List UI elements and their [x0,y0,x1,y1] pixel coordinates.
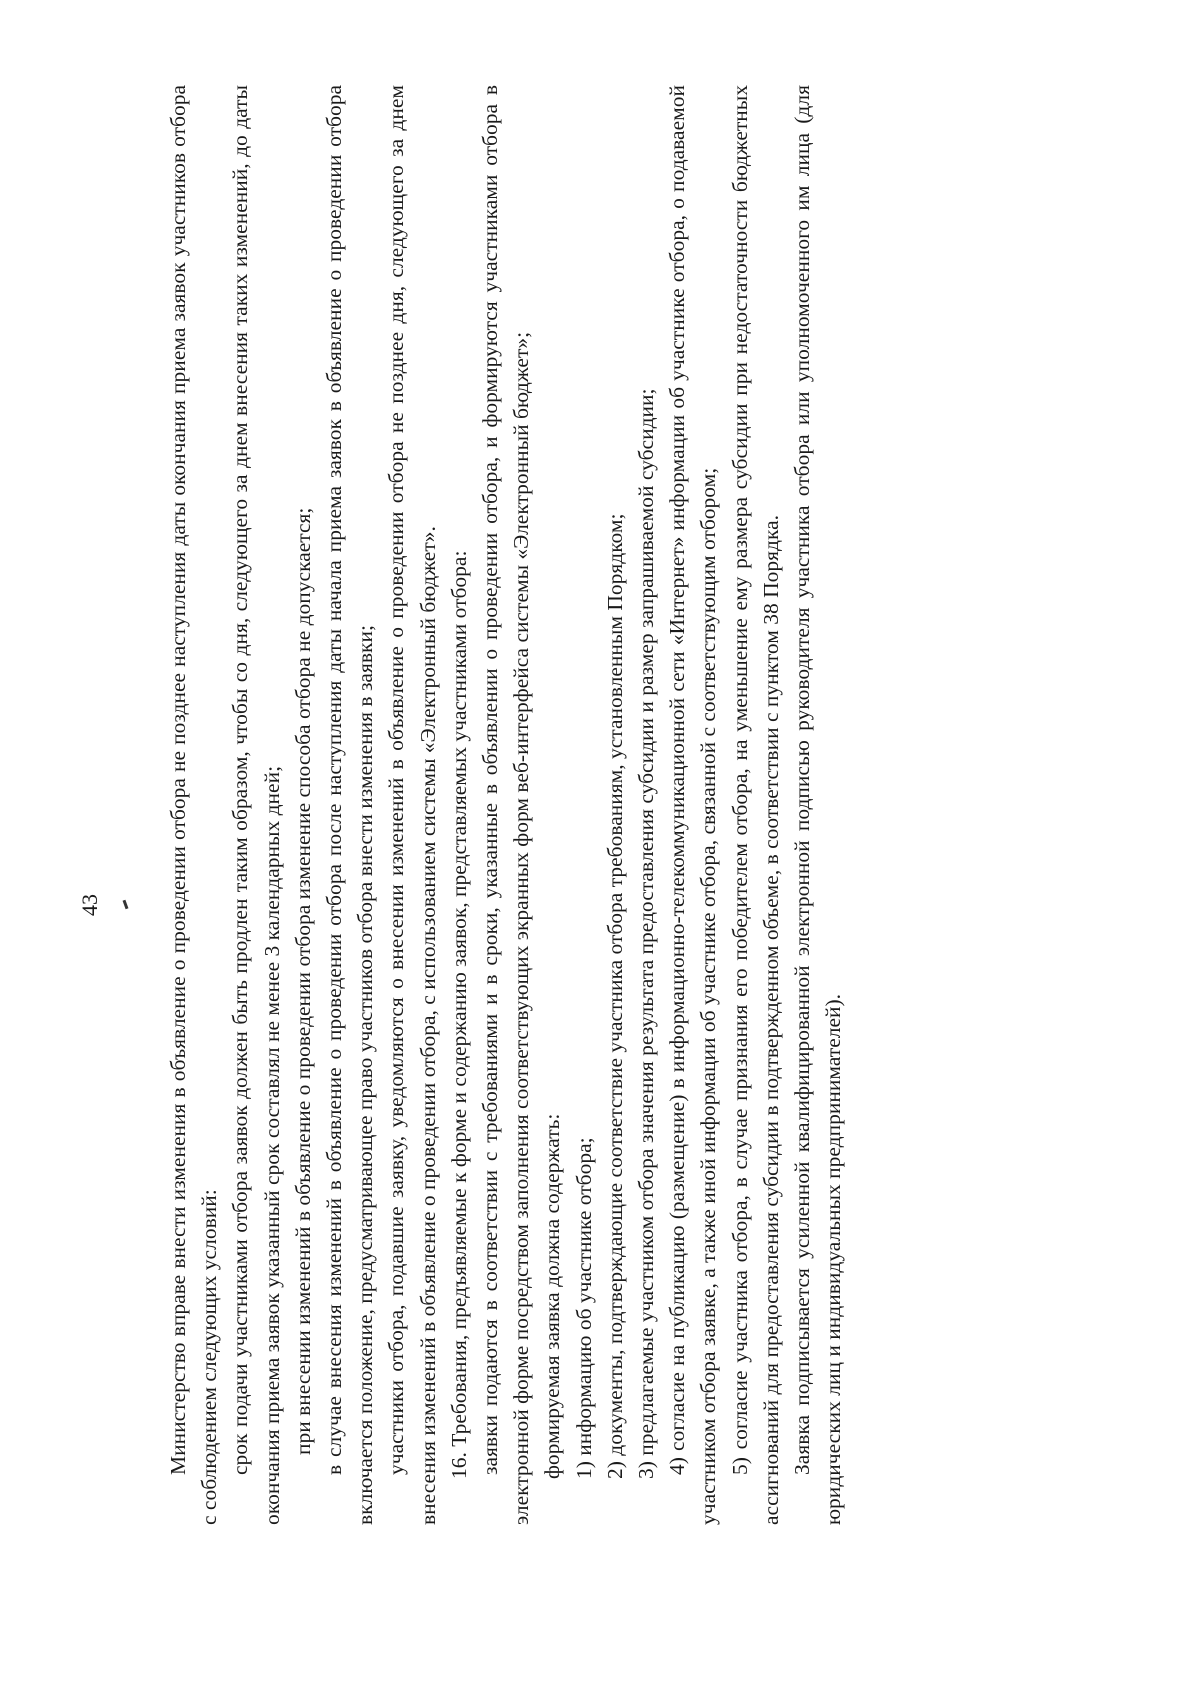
paragraph: Министерство вправе внести изменения в объявление о проведении отбора не позднее наступления даты окончания приема заявок участников отбора с соблюдением следующих условий: [166,85,222,1525]
document-body [163,85,1003,1525]
paragraph: участники отбора, подавшие заявку, уведомляются о внесении изменений в объявление о проведении отбора не позднее дня, следующего за днем внесения изменений в объявление о проведении отбора, с использованием системы «Электронный бюджет». [384,85,440,1525]
paragraph: 16. Требования, предъявляемые к форме и содержанию заявок, представляемых участниками отбора: [446,550,471,1479]
paragraph: 2) документы, подтверждающие соответствие участника отбора требованиям, установленным Порядком; [602,513,627,1479]
paragraph: при внесении изменений в объявление о проведении отбора изменение способа отбора не допускается; [290,507,315,1455]
page-number: 43 [77,894,102,916]
paragraph: формируемая заявка должна содержать: [540,1113,565,1479]
scan-speck [123,900,129,909]
paragraph: 5) согласие участника отбора, в случае признания его победителем отбора, на уменьшение ему размера субсидии при недостаточности бюджетных ассигнований для предоставления субсидии в подтвержденном объеме, в соответствии с пунктом 38 Порядка. [727,85,783,1525]
paragraph: срок подачи участниками отбора заявок должен быть продлен таким образом, чтобы со дня, следующего за днем внесения таких изменений, до даты окончания приема заявок указанный срок составлял не менее 3 календарных дней; [228,85,284,1525]
paragraph: заявки подаются в соответствии с требованиями и в сроки, указанные в объявлении о проведении отбора, и формируются участниками отбора в электронной форме посредством заполнения соответствующих экранных форм веб-интерфейса системы «Электронный бюджет»; [478,85,534,1525]
paragraph: 4) согласие на публикацию (размещение) в информационно-телекоммуникационной сети «Интернет» информации об участнике отбора, о подаваемой участником отбора заявке, а также иной информации об участнике отбора, связанной с соответствующим отбором; [665,85,721,1525]
paragraph: 1) информацию об участнике отбора; [571,1137,596,1479]
paragraph: 3) предлагаемые участником отбора значения результата предоставления субсидии и размер запрашиваемой субсидии; [634,388,659,1479]
paragraph: в случае внесения изменений в объявление о проведении отбора после наступления даты начала приема заявок в объявление о проведении отбора включается положение, предусматривающее право участников отбора внести изменения в заявки; [322,85,378,1525]
paragraph: Заявка подписывается усиленной квалифицированной электронной подписью руководителя участника отбора или уполномоченного им лица (для юридических лиц и индивидуальных предпринимателей). [790,85,846,1525]
